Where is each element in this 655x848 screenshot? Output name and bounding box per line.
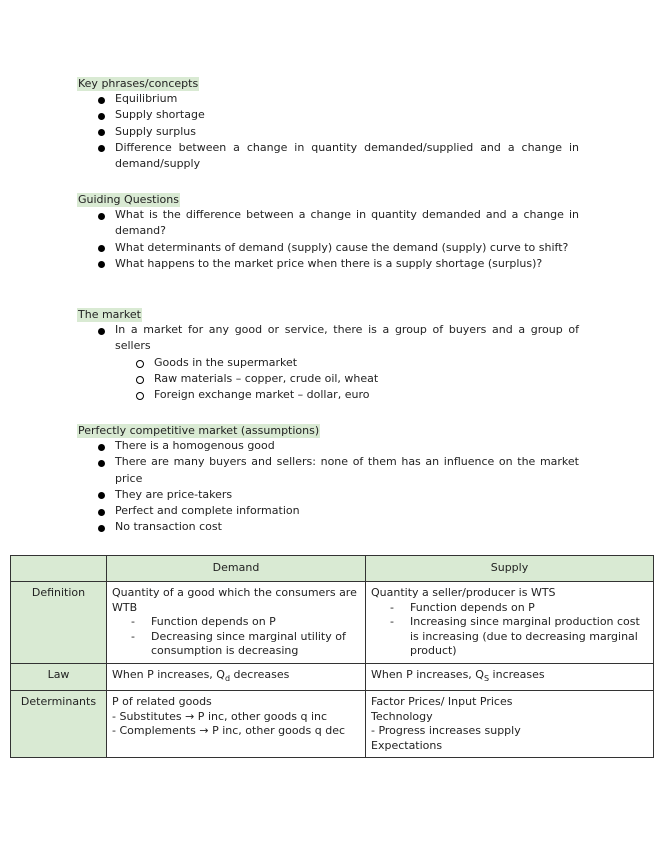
market-section bbox=[77, 308, 579, 403]
definition-demand-cell bbox=[107, 582, 366, 664]
law-demand-text-end: decreases bbox=[230, 667, 290, 681]
table-row bbox=[11, 691, 654, 758]
list-item: What is the difference between a change in quantity demanded and a change in demand? bbox=[77, 207, 579, 240]
law-supply-cell bbox=[366, 663, 654, 691]
list-item: Supply surplus bbox=[77, 124, 579, 140]
determinants-supply-line: - Progress increases supply bbox=[371, 724, 521, 738]
determinants-demand-cell bbox=[107, 691, 366, 758]
law-demand-subscript: d bbox=[224, 673, 231, 683]
determinants-supply-cell bbox=[366, 691, 654, 758]
table-row bbox=[11, 582, 654, 664]
sub-list-item: Raw materials – copper, crude oil, wheat bbox=[77, 371, 579, 387]
law-demand-cell bbox=[107, 663, 366, 691]
table-header-row bbox=[11, 556, 654, 582]
market-heading: The market bbox=[78, 308, 141, 321]
table-header-demand: Demand bbox=[107, 556, 366, 582]
table-row bbox=[11, 663, 654, 691]
definition-supply-cell bbox=[366, 582, 654, 664]
determinants-supply-line: Factor Prices/ Input Prices bbox=[371, 695, 513, 709]
list-item: In a market for any good or service, there is a group of buyers and a group of sellers bbox=[77, 322, 579, 355]
list-item: Supply shortage bbox=[77, 107, 579, 123]
list-item: They are price-takers bbox=[77, 487, 579, 503]
list-item: There is a homogenous good bbox=[77, 438, 579, 454]
determinants-row-label: Determinants bbox=[11, 691, 107, 758]
perfect-competition-list bbox=[77, 438, 579, 536]
table-header-empty bbox=[11, 556, 107, 582]
sub-list-item: Goods in the supermarket bbox=[77, 355, 579, 371]
perfect-competition-section bbox=[77, 424, 579, 536]
perfect-competition-heading: Perfectly competitive market (assumptions) bbox=[78, 424, 320, 437]
definition-demand-point: - Function depends on P bbox=[112, 615, 360, 630]
list-item: What happens to the market price when there is a supply shortage (surplus)? bbox=[77, 256, 579, 272]
definition-demand-text: Quantity of a good which the consumers are WTB bbox=[112, 586, 357, 614]
list-item: No transaction cost bbox=[77, 519, 579, 535]
list-item: Perfect and complete information bbox=[77, 503, 579, 519]
demand-supply-table bbox=[10, 555, 654, 758]
law-row-label: Law bbox=[11, 663, 107, 691]
determinants-demand-line: - Complements → P inc, other goods q dec bbox=[112, 724, 346, 738]
list-item: Difference between a change in quantity demanded/supplied and a change in demand/supply bbox=[77, 140, 579, 173]
determinants-supply-line: Expectations bbox=[371, 738, 443, 752]
law-supply-text: When P increases, Q bbox=[371, 667, 484, 681]
law-supply-text-end: increases bbox=[489, 667, 545, 681]
guiding-questions-heading: Guiding Questions bbox=[78, 193, 179, 206]
guiding-questions-list bbox=[77, 207, 579, 272]
key-phrases-section bbox=[77, 77, 579, 172]
definition-supply-point: - Increasing since marginal production cost is increasing (due to decreasing marginal product) bbox=[371, 615, 648, 659]
table-header-supply: Supply bbox=[366, 556, 654, 582]
list-item: What determinants of demand (supply) cause the demand (supply) curve to shift? bbox=[77, 240, 579, 256]
list-item: There are many buyers and sellers: none of them has an influence on the market price bbox=[77, 454, 579, 487]
definition-demand-point: - Decreasing since marginal utility of consumption is decreasing bbox=[112, 630, 360, 659]
definition-supply-point: - Function depends on P bbox=[371, 601, 648, 616]
list-item: Equilibrium bbox=[77, 91, 579, 107]
key-phrases-list bbox=[77, 91, 579, 172]
definition-row-label: Definition bbox=[11, 582, 107, 664]
market-sub-list bbox=[77, 355, 579, 404]
determinants-demand-line: - Substitutes → P inc, other goods q inc bbox=[112, 709, 328, 723]
definition-supply-text: Quantity a seller/producer is WTS bbox=[371, 586, 556, 599]
market-list bbox=[77, 322, 579, 355]
law-demand-text: When P increases, Q bbox=[112, 667, 225, 681]
sub-list-item: Foreign exchange market – dollar, euro bbox=[77, 387, 579, 403]
determinants-supply-line: Technology bbox=[371, 709, 433, 723]
guiding-questions-section bbox=[77, 193, 579, 272]
determinants-demand-line: P of related goods bbox=[112, 695, 212, 709]
key-phrases-heading: Key phrases/concepts bbox=[78, 77, 199, 90]
law-supply-subscript: S bbox=[483, 673, 490, 683]
